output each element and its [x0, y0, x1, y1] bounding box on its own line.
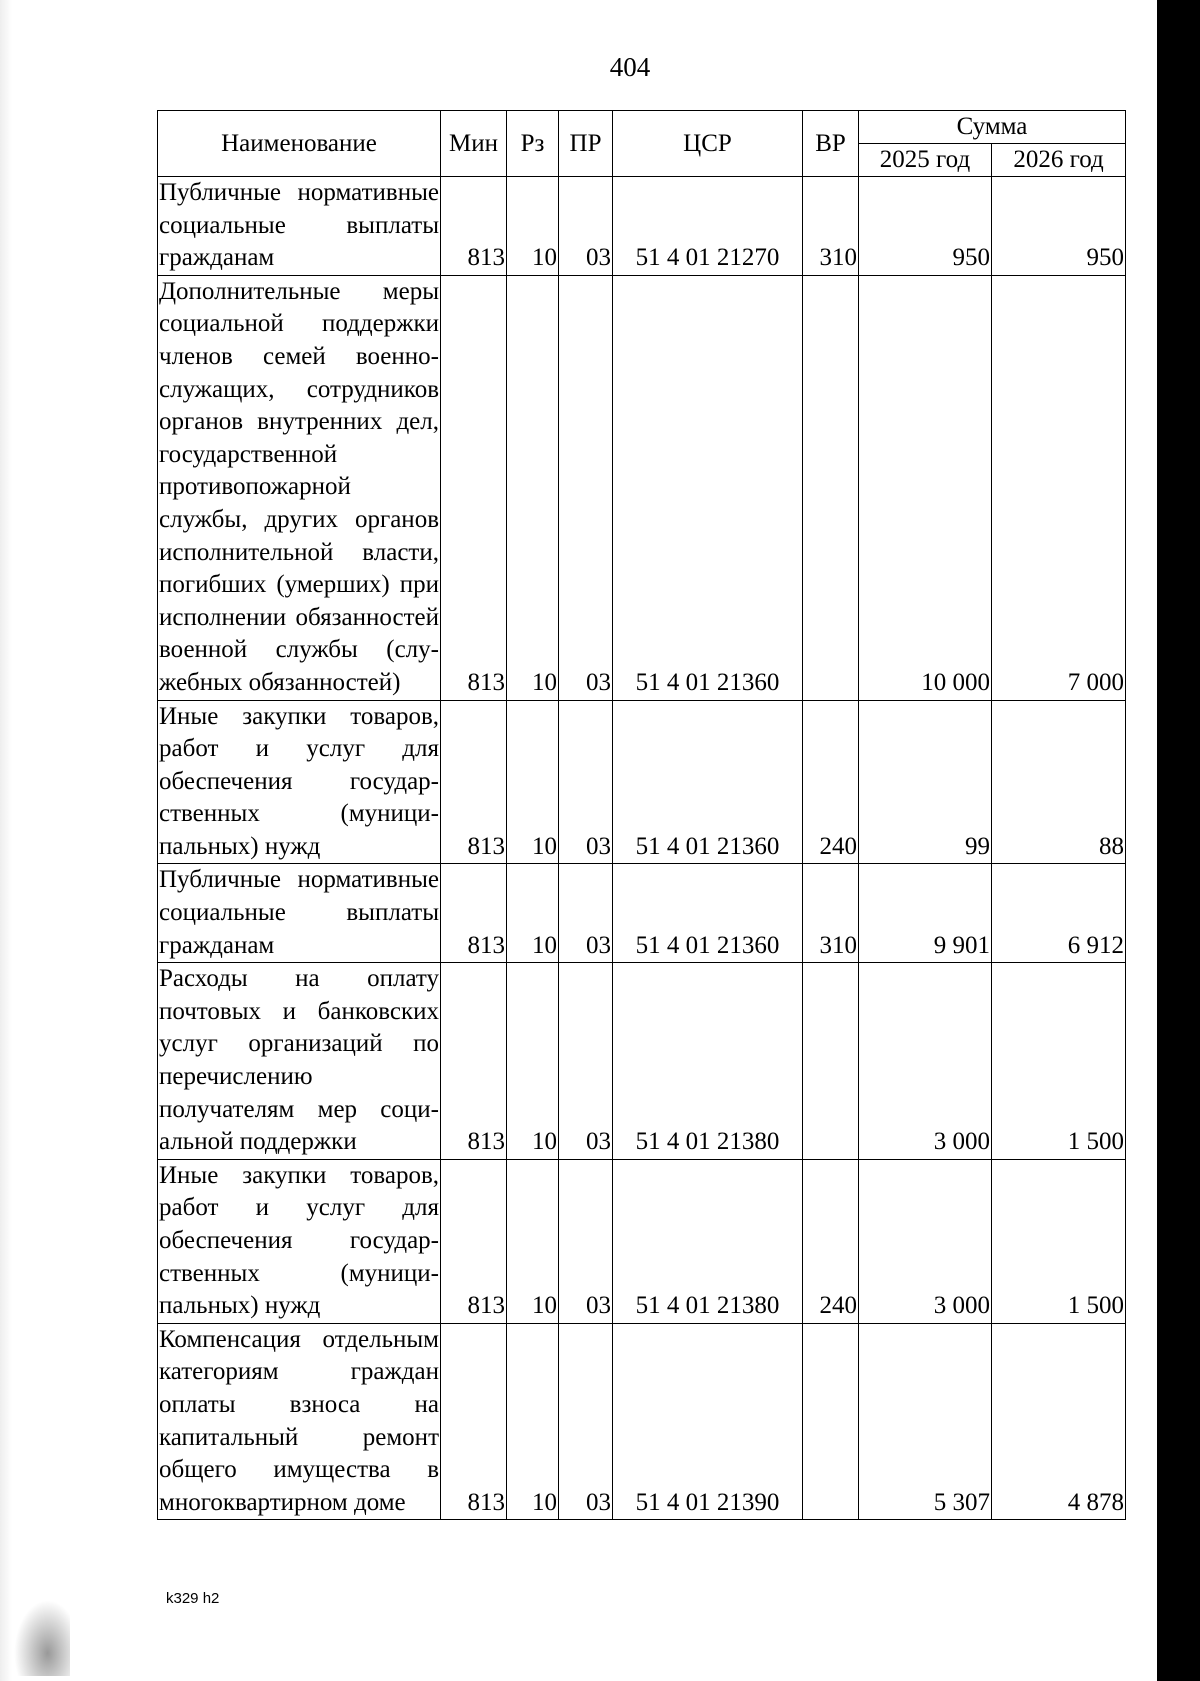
- row-amount-2026: 6 912: [992, 864, 1126, 963]
- row-pr: 03: [559, 963, 613, 1160]
- row-vr: 310: [803, 864, 859, 963]
- scan-border-bar: [1157, 0, 1200, 1681]
- row-amount-2025: 3 000: [859, 963, 992, 1160]
- row-amount-2025: 99: [859, 700, 992, 864]
- row-csr: 51 4 01 21380: [613, 1159, 803, 1323]
- header-row: [158, 111, 1126, 144]
- row-csr: 51 4 01 21360: [613, 700, 803, 864]
- header-rz: Рз: [507, 111, 559, 177]
- footer-code: k329 h2: [166, 1590, 220, 1607]
- row-vr: [803, 275, 859, 700]
- row-min: 813: [441, 864, 507, 963]
- row-csr: 51 4 01 21270: [613, 177, 803, 276]
- row-min: 813: [441, 275, 507, 700]
- row-name: Компенсация отдельным категориям граждан оплаты взноса на капитальный ремонт общего имущества в многоквартирном доме: [158, 1323, 441, 1520]
- table-header: [158, 111, 1126, 177]
- table-row: [158, 177, 1126, 276]
- row-amount-2026: 7 000: [992, 275, 1126, 700]
- row-amount-2025: 5 307: [859, 1323, 992, 1520]
- row-vr: [803, 1323, 859, 1520]
- row-amount-2026: 4 878: [992, 1323, 1126, 1520]
- row-vr: [803, 963, 859, 1160]
- table-row: [158, 1159, 1126, 1323]
- row-rz: 10: [507, 864, 559, 963]
- row-amount-2025: 10 000: [859, 275, 992, 700]
- row-name: Публичные нормативные социальные выплаты гражданам: [158, 177, 441, 276]
- scan-edge: [0, 0, 12, 1681]
- row-name: Дополнительные меры социальной поддержки членов семей военнослужащих, сотрудников органов внутренних дел, государственной противопожарной службы, других органов исполнительной власти, погибших (умерших) при исполнении обязанностей военной службы (служебных обязанностей): [158, 275, 441, 700]
- table-row: [158, 1323, 1126, 1520]
- row-pr: 03: [559, 1323, 613, 1520]
- row-pr: 03: [559, 700, 613, 864]
- header-min: Мин: [441, 111, 507, 177]
- row-vr: 240: [803, 700, 859, 864]
- row-rz: 10: [507, 177, 559, 276]
- row-min: 813: [441, 963, 507, 1160]
- table-row: [158, 963, 1126, 1160]
- row-name: Расходы на оплату почтовых и банковских услуг организаций по перечислению получателям мер социальной поддержки: [158, 963, 441, 1160]
- header-csr: ЦСР: [613, 111, 803, 177]
- row-pr: 03: [559, 275, 613, 700]
- table-row: [158, 864, 1126, 963]
- budget-table: [157, 110, 1126, 1520]
- row-name: Иные закупки товаров, работ и услуг для обеспечения государственных (муниципальных) нужд: [158, 1159, 441, 1323]
- row-amount-2025: 3 000: [859, 1159, 992, 1323]
- row-vr: 310: [803, 177, 859, 276]
- row-name: Иные закупки товаров, работ и услуг для обеспечения государственных (муниципальных) нужд: [158, 700, 441, 864]
- header-year-2026: 2026 год: [992, 144, 1126, 177]
- row-amount-2025: 9 901: [859, 864, 992, 963]
- row-pr: 03: [559, 1159, 613, 1323]
- row-rz: 10: [507, 275, 559, 700]
- header-pr: ПР: [559, 111, 613, 177]
- row-min: 813: [441, 1159, 507, 1323]
- row-rz: 10: [507, 700, 559, 864]
- header-vr: ВР: [803, 111, 859, 177]
- row-min: 813: [441, 700, 507, 864]
- row-amount-2026: 950: [992, 177, 1126, 276]
- row-amount-2026: 1 500: [992, 963, 1126, 1160]
- row-rz: 10: [507, 963, 559, 1160]
- table-row: [158, 700, 1126, 864]
- page-number: 404: [609, 52, 651, 82]
- row-vr: 240: [803, 1159, 859, 1323]
- header-year-2025: 2025 год: [859, 144, 992, 177]
- row-csr: 51 4 01 21380: [613, 963, 803, 1160]
- row-csr: 51 4 01 21360: [613, 275, 803, 700]
- row-rz: 10: [507, 1159, 559, 1323]
- table-row: [158, 275, 1126, 700]
- row-amount-2026: 1 500: [992, 1159, 1126, 1323]
- header-name: Наименование: [158, 111, 441, 177]
- row-name: Публичные нормативные социальные выплаты гражданам: [158, 864, 441, 963]
- row-min: 813: [441, 177, 507, 276]
- row-min: 813: [441, 1323, 507, 1520]
- row-csr: 51 4 01 21360: [613, 864, 803, 963]
- row-pr: 03: [559, 864, 613, 963]
- row-amount-2026: 88: [992, 700, 1126, 864]
- row-rz: 10: [507, 1323, 559, 1520]
- row-amount-2025: 950: [859, 177, 992, 276]
- header-sum: Сумма: [859, 111, 1126, 144]
- row-pr: 03: [559, 177, 613, 276]
- table-body: [158, 177, 1126, 1520]
- scan-smudge: [14, 1600, 70, 1676]
- row-csr: 51 4 01 21390: [613, 1323, 803, 1520]
